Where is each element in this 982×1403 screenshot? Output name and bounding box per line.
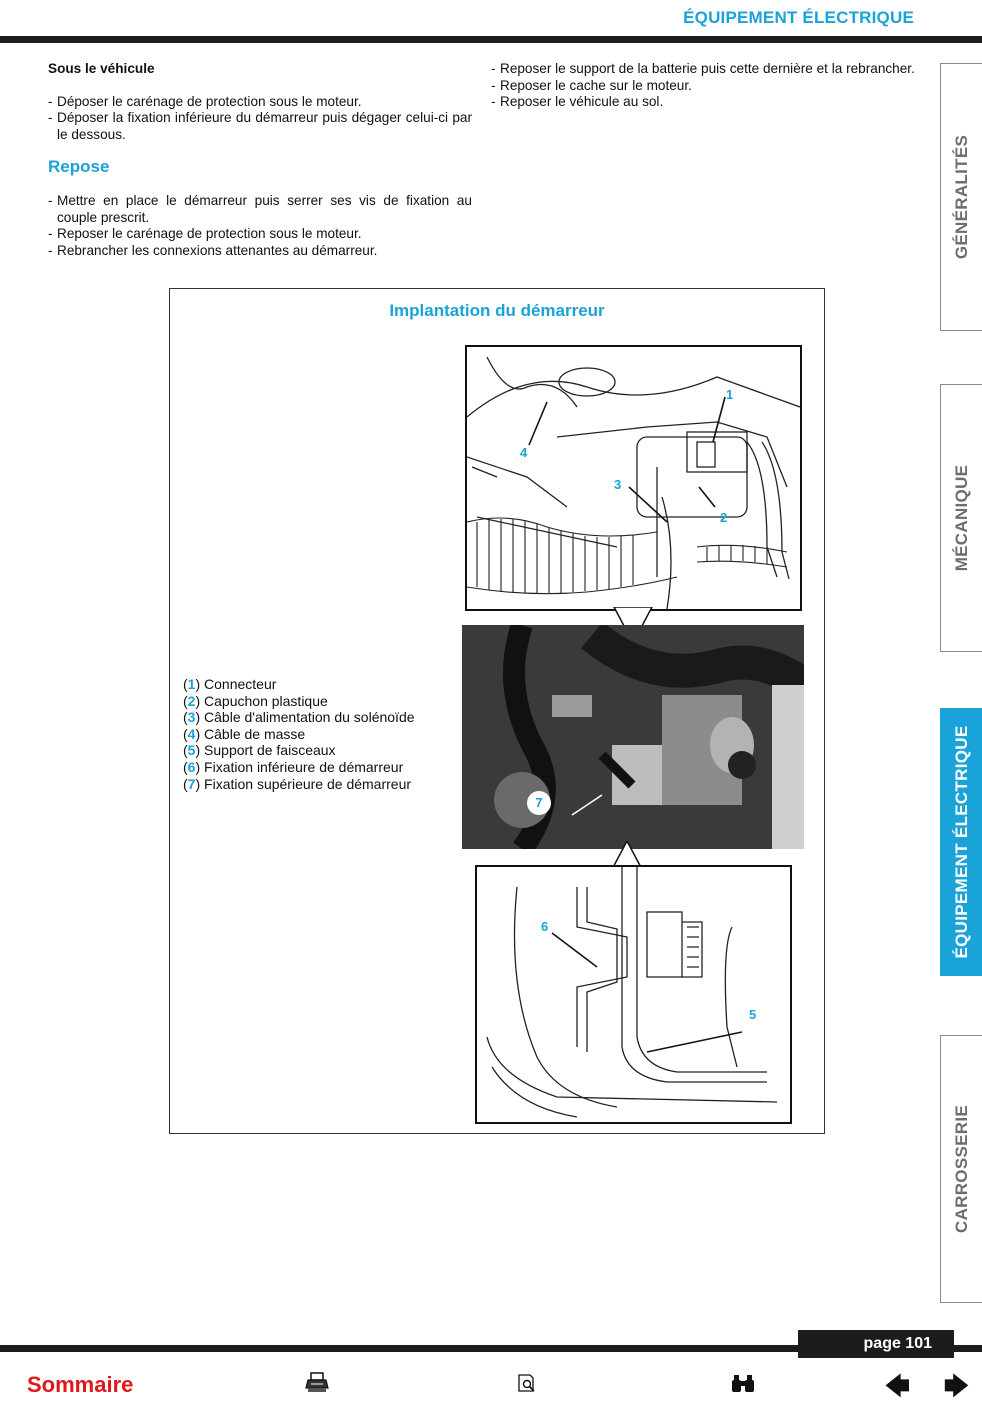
page-number: page 101 (863, 1335, 932, 1352)
legend-item: (7) Fixation supérieure de démarreur (183, 775, 412, 792)
callout-3: 3 (614, 477, 622, 492)
starter-fixing-drawing (475, 865, 792, 1124)
sommaire-link[interactable]: Sommaire (27, 1372, 134, 1397)
list-item: - Déposer la fixation inférieure du démarreur puis dégager celui-ci par le dessous. (48, 110, 472, 142)
tab-carrosserie[interactable]: CARROSSERIE (940, 1035, 982, 1303)
printer-icon[interactable] (305, 1372, 331, 1398)
binoculars-icon[interactable] (730, 1372, 756, 1398)
legend-item: (3) Câble d'alimentation du solénoïde (183, 709, 415, 726)
tab-equipement-electrique[interactable]: ÉQUIPEMENT ÉLECTRIQUE (940, 708, 982, 976)
callout-2: 2 (720, 510, 728, 525)
section-title-repose: Repose (48, 157, 110, 177)
callout-7: 7 (527, 791, 551, 815)
engine-photo (462, 625, 804, 849)
legend-item: (1) Connecteur (183, 676, 277, 692)
chapter-title: ÉQUIPEMENT ÉLECTRIQUE (683, 8, 914, 27)
arrow-right-icon[interactable]: 🡆 (944, 1373, 969, 1400)
figure-legend (183, 676, 415, 792)
legend-item: (2) Capuchon plastique (183, 692, 328, 709)
left-column (48, 61, 472, 259)
right-column (491, 61, 916, 111)
list-item: - Reposer le véhicule au sol. (491, 94, 664, 110)
list-item: - Reposer le support de la batterie puis cette dernière et la rebrancher. (491, 61, 915, 76)
list-item: - Déposer le carénage de protection sous le moteur. (48, 93, 362, 109)
callout-5: 5 (749, 1007, 757, 1022)
starter-top-drawing (465, 345, 802, 611)
legend-item: (4) Câble de masse (183, 725, 306, 742)
engine-photo-art (462, 625, 804, 849)
starter-line-art (467, 347, 800, 609)
legend-item: (5) Support de faisceaux (183, 742, 336, 759)
arrow-left-icon[interactable]: 🡄 (885, 1373, 910, 1400)
callout-6: 6 (541, 919, 549, 934)
subsection-title: Sous le véhicule (48, 61, 155, 76)
callout-1: 1 (726, 387, 734, 402)
list-item: - Reposer le carénage de protection sous le moteur. (48, 226, 362, 242)
figure-box (169, 288, 825, 1134)
list-item: - Rebrancher les connexions attenantes au démarreur. (48, 242, 378, 258)
figure-title: Implantation du démarreur (389, 301, 605, 320)
fixing-line-art (477, 867, 790, 1122)
legend-item: (6) Fixation inférieure de démarreur (183, 758, 404, 775)
tab-generalites[interactable]: GÉNÉRALITÉS (940, 63, 982, 331)
list-item: - Mettre en place le démarreur puis serrer ses vis de fixation au couple prescrit. (48, 192, 472, 225)
header-divider (0, 36, 982, 43)
zoom-page-icon[interactable] (516, 1372, 542, 1398)
tab-mecanique[interactable]: MÉCANIQUE (940, 384, 982, 652)
callout-4: 4 (520, 445, 528, 460)
list-item: - Reposer le cache sur le moteur. (491, 77, 692, 93)
